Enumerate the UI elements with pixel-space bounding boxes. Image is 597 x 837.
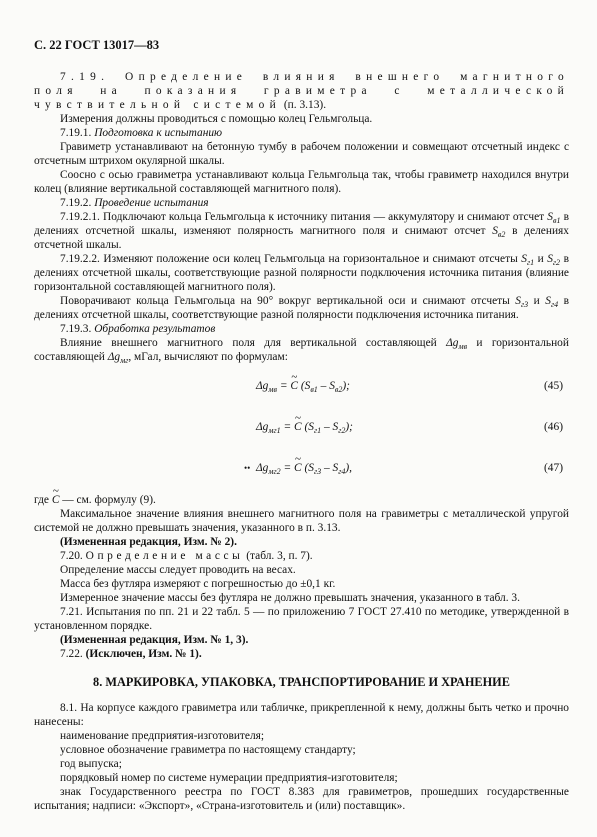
- symbol: $S_{в2}$: [492, 225, 506, 239]
- list-item: знак Государственного реестра по ГОСТ 8.383 для гравиметров, прошедших государственные испытания; надписи: «Экспорт», «Страна-изготовитель и (или) поставщик».: [34, 786, 569, 812]
- formula-number: (45): [544, 379, 563, 392]
- text: Влияние внешнего магнитного поля для вертикальной составляющей: [60, 337, 437, 349]
- document-body: [34, 70, 569, 813]
- text: 7.19.2.1. Подключают кольца Гельмгольца к источнику питания — аккумулятору и снимают отсчет: [60, 211, 545, 223]
- list-item: условное обозначение гравиметра по настоящему стандарту;: [60, 744, 356, 756]
- list-item: год выпуска;: [60, 758, 122, 770]
- page-header: С. 22 ГОСТ 13017—83: [34, 38, 160, 52]
- formula-46: [34, 409, 569, 444]
- paragraph: Масса без футляра измеряют с погрешностью до ±0,1 кг.: [60, 578, 336, 590]
- paragraph: Соосно с осью гравиметра устанавливают кольца Гельмгольца так, чтобы гравиметр находился внутри колец (влияние вертикальной составляющей магнитного поля).: [34, 169, 569, 195]
- list-item: наименование предприятия-изготовителя;: [60, 730, 265, 742]
- clause-title: Подготовка к испытанию: [94, 127, 223, 139]
- clause-number: 7.19.1.: [60, 127, 92, 139]
- paragraph: Измерения должны проводиться с помощью колец Гельмгольца.: [60, 113, 373, 125]
- text: в делениях отсчетной шкалы, соответствующие разной полярности подключения источника питания (влияние горизонтальной составляющей магнитного поля).: [34, 253, 569, 293]
- symbol: $\Delta g_{мг}$: [107, 351, 129, 365]
- paragraph-7-19-2-2: [34, 252, 569, 294]
- clause-title: 7.19. Определение влияния внешнего магнитного поля на показания гравиметра с металлической чувствительной системой: [34, 71, 569, 111]
- clause-number: 7.20.: [60, 550, 83, 562]
- paragraph-7-19: [34, 70, 569, 112]
- paragraph-7-19-2-1: [34, 210, 569, 252]
- clause-ref: (п. 3.13).: [283, 99, 327, 111]
- clause-number: 7.19.2.: [60, 197, 92, 209]
- clause-number: 7.19.3.: [60, 323, 92, 335]
- text: в делениях отсчетной шкалы, изменяют полярность магнитного поля и снимают отсчет: [34, 211, 569, 237]
- formula-number: (46): [544, 420, 563, 433]
- paragraph-7-19-2: [34, 196, 569, 210]
- formula-expression: $\Delta g_{мв}$ = ~ C $(S_{в1} - S_{в2})$;: [256, 379, 350, 393]
- clause-ref: (табл. 3, п. 7).: [246, 550, 313, 562]
- bullet-mark: ••: [244, 462, 251, 473]
- list-item: порядковый номер по системе нумерации предприятия-изготовителя;: [60, 772, 398, 784]
- symbol: $S_{г2}$: [547, 253, 561, 267]
- paragraph: Максимальное значение влияния внешнего магнитного поля на гравиметры с металлической упругой системой не должно превышать значения, указанного в п. 3.13.: [34, 508, 569, 534]
- formula-number: (47): [544, 461, 563, 474]
- paragraph: Гравиметр устанавливают на бетонную тумбу в рабочем положении и совмещают отсчетный индекс с отсчетным штрихом окулярной шкалы.: [34, 141, 569, 167]
- formula-legend: где ~ C — см. формулу (9).: [34, 493, 569, 507]
- section-heading: 8. МАРКИРОВКА, УПАКОВКА, ТРАНСПОРТИРОВАНИЕ И ХРАНЕНИЕ: [93, 675, 510, 689]
- formula-47: [34, 450, 569, 485]
- revision-note: (Измененная редакция, Изм. № 1, 3).: [60, 634, 249, 646]
- text: и: [533, 295, 540, 307]
- clause-title: Обработка результатов: [94, 323, 216, 335]
- paragraph: [34, 294, 569, 322]
- text: в делениях отсчетной шкалы, соответствующие разной полярности подключения источника питания.: [34, 295, 569, 321]
- symbol: $S_{в1}$: [547, 211, 561, 225]
- paragraph-8-1: 8.1. На корпусе каждого гравиметра или табличке, прикрепленной к нему, должны быть четко и прочно нанесены:: [34, 702, 569, 728]
- text: в делениях отсчетной шкалы.: [34, 225, 569, 251]
- symbol: $\Delta g_{мв}$: [446, 337, 468, 351]
- text: , мГал, вычисляют по формулам:: [128, 351, 288, 363]
- symbol: $S_{г3}$: [515, 295, 529, 309]
- clause-title: Проведение испытания: [94, 197, 209, 209]
- paragraph: Определение массы следует проводить на весах.: [60, 564, 296, 576]
- paragraph-7-19-1: [34, 126, 569, 140]
- clause-title: Определение массы: [85, 550, 244, 562]
- revision-note: (Измененная редакция, Изм. № 2).: [60, 536, 237, 548]
- paragraph-7-20: [34, 549, 569, 563]
- paragraph-7-22: 7.22. (Исключен, Изм. № 1).: [60, 648, 202, 660]
- symbol: $S_{г1}$: [521, 253, 535, 267]
- paragraph-7-21: 7.21. Испытания по пп. 21 и 22 табл. 5 — по приложению 7 ГОСТ 27.410 по методике, утвержденной в установленном порядке.: [34, 606, 569, 632]
- formula-expression: $\Delta g_{мг2}$ = ~ C $(S_{г3} - S_{г4})$,: [256, 461, 352, 475]
- formula-45: [34, 368, 569, 403]
- symbol: $S_{г4}$: [545, 295, 559, 309]
- paragraph: Измеренное значение массы без футляра не должно превышать значения, указанного в табл. 3.: [60, 592, 520, 604]
- text: 7.19.2.2. Изменяют положение оси колец Гельмгольца на горизонтальное и снимают отсчеты: [60, 253, 518, 265]
- paragraph: [34, 336, 569, 364]
- text: Поворачивают кольца Гельмгольца на 90° вокруг вертикальной оси и снимают отсчеты: [60, 295, 510, 307]
- paragraph-7-19-3: [34, 322, 569, 336]
- formula-expression: $\Delta g_{мг1}$ = ~ C $(S_{г1} - S_{г2})$;: [256, 420, 353, 434]
- text: и горизонтальной составляющей: [34, 337, 569, 363]
- text: и: [537, 253, 544, 265]
